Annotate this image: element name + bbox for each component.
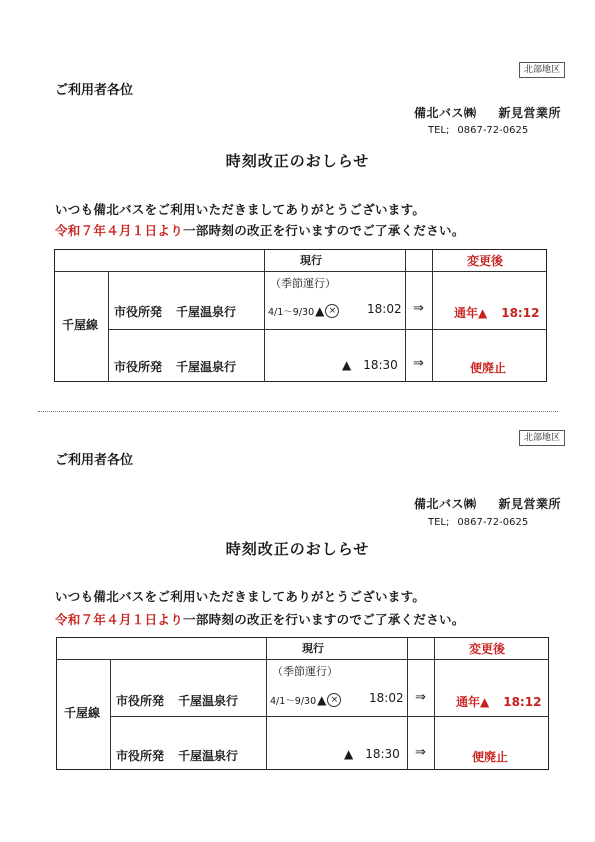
notice-text <box>55 610 465 628</box>
current-time: 18:02 <box>369 691 404 705</box>
after-label: 通年▲ <box>454 306 488 320</box>
tel-number: 0867-72-0625 <box>457 125 529 136</box>
route-row-2 <box>114 358 236 375</box>
arrow-icon: ⇒ <box>415 745 426 760</box>
current-time <box>344 747 400 761</box>
after-time: 18:12 <box>501 305 540 320</box>
destination: 千屋温泉行 <box>176 305 237 319</box>
after-value <box>454 304 539 321</box>
table-divider <box>110 659 111 770</box>
after-time: 18:12 <box>503 694 542 709</box>
tel-label: TEL; <box>428 517 450 528</box>
line-name: 千屋線 <box>64 706 101 720</box>
area-badge: 北部地区 <box>519 62 565 78</box>
table-divider <box>108 329 547 330</box>
table-divider <box>264 249 265 382</box>
tel-number: 0867-72-0625 <box>457 517 529 528</box>
header-after: 変更後 <box>469 642 506 656</box>
table-divider <box>108 271 109 382</box>
time-value: 18:30 <box>363 358 398 372</box>
triangle-mark: ▲ <box>315 304 325 318</box>
tel-label: TEL; <box>428 125 450 136</box>
addressee: ご利用者各位 <box>55 83 134 98</box>
greeting-text: いつも備北バスをご利用いただきましてありがとうございます。 <box>55 589 426 604</box>
table-divider <box>434 637 435 770</box>
greeting-text: いつも備北バスをご利用いただきましてありがとうございます。 <box>55 202 426 217</box>
origin: 市役所発 <box>116 694 165 708</box>
office-name: 新見営業所 <box>498 106 561 120</box>
origin: 市役所発 <box>116 749 165 763</box>
cut-line <box>38 411 558 412</box>
circled-x-mark: × <box>327 693 341 707</box>
tel-line <box>428 125 528 136</box>
notice-2 <box>0 420 595 820</box>
table-divider <box>266 637 267 770</box>
destination: 千屋温泉行 <box>178 749 239 763</box>
after-value: 便廃止 <box>472 750 509 764</box>
line-name: 千屋線 <box>62 318 99 332</box>
after-value: 便廃止 <box>470 361 507 375</box>
header-current: 現行 <box>300 254 322 267</box>
company-name: 備北バス㈱ <box>413 106 477 120</box>
current-time <box>342 358 398 372</box>
notice-title: 時刻改正のおしらせ <box>225 152 370 170</box>
notice-1 <box>0 0 595 400</box>
header-after: 変更後 <box>467 254 504 268</box>
destination: 千屋温泉行 <box>176 360 237 374</box>
notice-text <box>55 221 465 239</box>
company-name: 備北バス㈱ <box>413 497 477 511</box>
time-value: 18:30 <box>365 747 400 761</box>
company-line <box>414 104 561 121</box>
period <box>268 304 339 318</box>
arrow-icon: ⇒ <box>413 301 424 316</box>
triangle-mark: ▲ <box>317 693 327 707</box>
period-range: 4/1～9/30 <box>268 307 315 318</box>
seasonal-note: （季節運行） <box>272 665 338 678</box>
origin: 市役所発 <box>114 360 163 374</box>
arrow-icon: ⇒ <box>413 356 424 371</box>
period-range: 4/1～9/30 <box>270 696 317 707</box>
circled-x-mark: × <box>325 304 339 318</box>
origin: 市役所発 <box>114 305 163 319</box>
table-divider <box>56 659 549 660</box>
table-divider <box>54 271 547 272</box>
after-label: 通年▲ <box>456 695 490 709</box>
effective-date: 令和７年４月１日より <box>55 612 184 627</box>
period <box>270 693 341 707</box>
company-line <box>414 495 561 512</box>
table-divider <box>110 716 549 717</box>
tel-line <box>428 517 528 528</box>
notice-rest: 一部時刻の改正を行いますのでご了承ください。 <box>183 612 465 627</box>
notice-rest: 一部時刻の改正を行いますのでご了承ください。 <box>183 223 465 238</box>
route-row-2 <box>116 747 238 764</box>
current-time: 18:02 <box>367 302 402 316</box>
addressee: ご利用者各位 <box>55 453 134 468</box>
notice-title: 時刻改正のおしらせ <box>225 540 370 558</box>
triangle-mark: ▲ <box>344 747 354 761</box>
office-name: 新見営業所 <box>498 497 561 511</box>
route-row-1 <box>114 303 236 320</box>
table-divider <box>405 249 406 382</box>
area-badge: 北部地区 <box>519 430 565 446</box>
destination: 千屋温泉行 <box>178 694 239 708</box>
route-row-1 <box>116 692 238 709</box>
table-divider <box>407 637 408 770</box>
header-current: 現行 <box>302 642 324 655</box>
arrow-icon: ⇒ <box>415 690 426 705</box>
after-value <box>456 693 541 710</box>
triangle-mark: ▲ <box>342 358 352 372</box>
effective-date: 令和７年４月１日より <box>55 223 184 238</box>
seasonal-note: （季節運行） <box>270 277 336 290</box>
table-divider <box>432 249 433 382</box>
